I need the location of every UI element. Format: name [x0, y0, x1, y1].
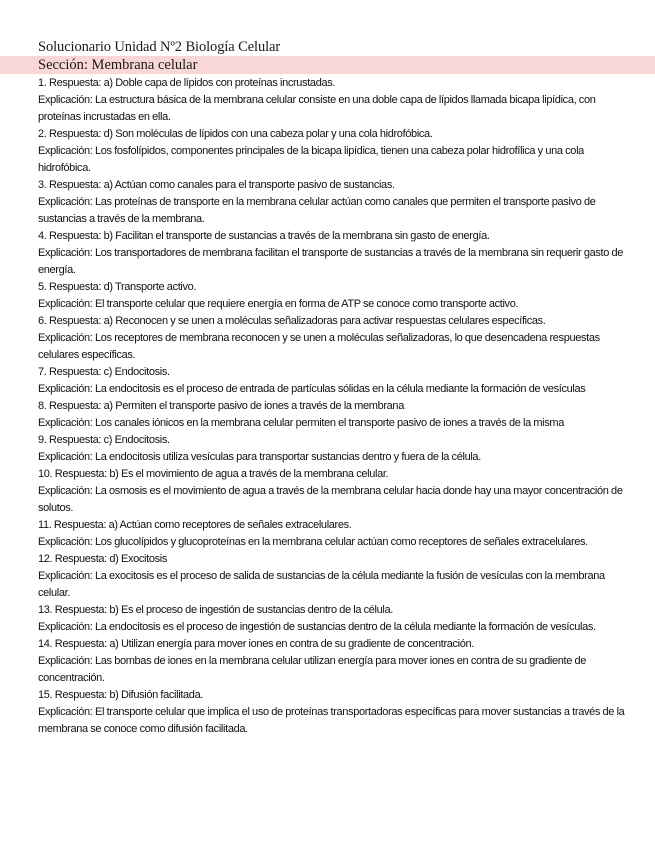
- list-item: [38, 313, 625, 364]
- list-item: [38, 636, 625, 687]
- answer-line: 5. Respuesta: d) Transporte activo.: [38, 281, 197, 293]
- list-item: [38, 177, 625, 228]
- explanation-line: Explicación: El transporte celular que requiere energía en forma de ATP se conoce como transporte activo.: [38, 298, 519, 310]
- list-item: [38, 602, 625, 636]
- list-item: [38, 517, 625, 551]
- explanation-line: Explicación: El transporte celular que implica el uso de proteínas transportadoras específicas para mover sustancias a través de la membrana se conoce como difusión facilitada.: [38, 706, 625, 735]
- list-item: [38, 687, 625, 738]
- answer-line: 9. Respuesta: c) Endocitosis.: [38, 434, 170, 446]
- list-item: [38, 279, 625, 313]
- answer-line: 7. Respuesta: c) Endocitosis.: [38, 366, 170, 378]
- list-item: [38, 228, 625, 279]
- answer-line: 14. Respuesta: a) Utilizan energía para mover iones en contra de su gradiente de concentración.: [38, 638, 475, 650]
- explanation-line: Explicación: Los fosfolípidos, componentes principales de la bicapa lipídica, tienen una cabeza polar hidrofílica y una cola hidrofóbica.: [38, 145, 584, 174]
- list-item: [38, 75, 625, 126]
- answer-line: 8. Respuesta: a) Permiten el transporte pasivo de iones a través de la membrana: [38, 400, 404, 412]
- explanation-line: Explicación: La endocitosis es el proceso de entrada de partículas sólidas en la célula mediante la formación de vesículas: [38, 383, 586, 395]
- explanation-line: Explicación: La exocitosis es el proceso de salida de sustancias de la célula mediante la fusión de vesículas con la membrana celular.: [38, 570, 605, 599]
- document-title: Solucionario Unidad Nº2 Biología Celular: [38, 39, 281, 55]
- answer-line: 13. Respuesta: b) Es el proceso de ingestión de sustancias dentro de la célula.: [38, 604, 393, 616]
- list-item: [38, 432, 625, 466]
- answer-line: 4. Respuesta: b) Facilitan el transporte de sustancias a través de la membrana sin gasto de energía.: [38, 230, 490, 242]
- answer-line: 12. Respuesta: d) Exocitosis: [38, 553, 168, 565]
- explanation-line: Explicación: Los glucolípidos y glucoproteínas en la membrana celular actúan como receptores de señales extracelulares.: [38, 536, 588, 548]
- explanation-line: Explicación: Las proteínas de transporte en la membrana celular actúan como canales que permiten el transporte pasivo de sustancias a través de la membrana.: [38, 196, 596, 225]
- answer-line: 11. Respuesta: a) Actúan como receptores de señales extracelulares.: [38, 519, 352, 531]
- explanation-line: Explicación: La endocitosis utiliza vesículas para transportar sustancias dentro y fuera de la célula.: [38, 451, 481, 463]
- list-item: [38, 126, 625, 177]
- answer-line: 3. Respuesta: a) Actúan como canales para el transporte pasivo de sustancias.: [38, 179, 395, 191]
- list-item: [38, 398, 625, 432]
- explanation-line: Explicación: La endocitosis es el proceso de ingestión de sustancias dentro de la célula mediante la formación de vesículas.: [38, 621, 596, 633]
- answer-line: 10. Respuesta: b) Es el movimiento de agua a través de la membrana celular.: [38, 468, 389, 480]
- answer-line: 1. Respuesta: a) Doble capa de lípidos con proteínas incrustadas.: [38, 77, 336, 89]
- list-item: [38, 551, 625, 602]
- explanation-line: Explicación: Los canales iónicos en la membrana celular permiten el transporte pasivo de iones a través de la misma: [38, 417, 564, 429]
- explanation-line: Explicación: La osmosis es el movimiento de agua a través de la membrana celular hacia donde hay una mayor concentración de solutos.: [38, 485, 623, 514]
- explanation-line: Explicación: Los receptores de membrana reconocen y se unen a moléculas señalizadoras, lo que desencadena respuestas celulares específicas.: [38, 332, 600, 361]
- section-heading: Sección: Membrana celular: [0, 56, 655, 74]
- explanation-line: Explicación: La estructura básica de la membrana celular consiste en una doble capa de lípidos llamada bicapa lipídica, con proteínas incrustadas en ella.: [38, 94, 596, 123]
- explanation-line: Explicación: Los transportadores de membrana facilitan el transporte de sustancias a través de la membrana sin requerir gasto de energía.: [38, 247, 624, 276]
- explanation-line: Explicación: Las bombas de iones en la membrana celular utilizan energía para mover iones en contra de su gradiente de concentración.: [38, 655, 587, 684]
- list-item: [38, 364, 625, 398]
- answer-line: 15. Respuesta: b) Difusión facilitada.: [38, 689, 204, 701]
- list-item: [38, 466, 625, 517]
- answer-list: [38, 75, 625, 738]
- answer-line: 6. Respuesta: a) Reconocen y se unen a moléculas señalizadoras para activar respuestas celulares específicas.: [38, 315, 546, 327]
- answer-line: 2. Respuesta: d) Son moléculas de lípidos con una cabeza polar y una cola hidrofóbica.: [38, 128, 433, 140]
